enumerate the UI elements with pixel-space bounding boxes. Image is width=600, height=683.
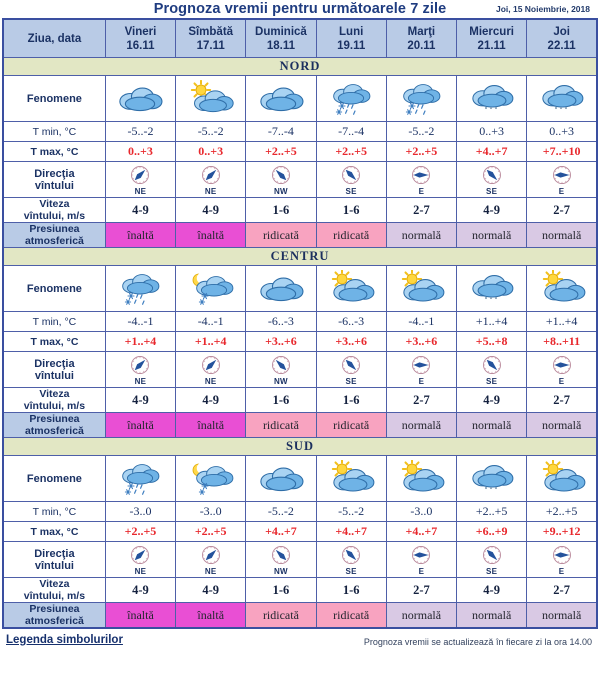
day-name: Miercuri bbox=[469, 25, 514, 38]
row-label-phenomena: Fenomene bbox=[3, 76, 105, 122]
pressure-value: normală bbox=[386, 603, 456, 629]
day-date: 22.11 bbox=[547, 39, 576, 52]
forecast-table-body bbox=[3, 19, 597, 628]
row-pressure-0 bbox=[3, 223, 597, 248]
pressure-value: ridicată bbox=[246, 413, 316, 438]
wind-direction-cell bbox=[316, 162, 386, 198]
row-label-tmax: T max, °C bbox=[3, 522, 105, 542]
region-name: NORD bbox=[3, 58, 597, 76]
snow-rain-cloud-icon bbox=[316, 76, 386, 122]
tmax-value: +4..+7 bbox=[246, 522, 316, 542]
wind-direction-cell bbox=[316, 542, 386, 578]
wind-direction-label: SE bbox=[485, 566, 498, 576]
wind-direction-label: NE bbox=[134, 376, 147, 386]
wind-speed-value: 1-6 bbox=[246, 388, 316, 413]
tmax-value: +5..+8 bbox=[457, 332, 527, 352]
wind-speed-value: 1-6 bbox=[316, 578, 386, 603]
wind-direction-label: E bbox=[418, 186, 425, 196]
wind-direction-cell bbox=[457, 542, 527, 578]
cloud-drizzle-icon bbox=[457, 266, 527, 312]
wind-direction-cell bbox=[246, 542, 316, 578]
wind-speed-value: 2-7 bbox=[386, 198, 456, 223]
tmin-value: -4..-1 bbox=[105, 312, 175, 332]
tmin-value: -7..-4 bbox=[246, 122, 316, 142]
wind-direction-cell bbox=[246, 162, 316, 198]
wind-direction-cell bbox=[527, 162, 597, 198]
header-day-0 bbox=[105, 19, 175, 58]
tmin-value: -4..-1 bbox=[386, 312, 456, 332]
wind-direction-cell bbox=[457, 352, 527, 388]
cloud-drizzle-icon bbox=[527, 76, 597, 122]
row-pressure-1 bbox=[3, 413, 597, 438]
compass-icon bbox=[270, 164, 292, 186]
tmax-value: +4..+7 bbox=[457, 142, 527, 162]
wind-direction-label: E bbox=[418, 376, 425, 386]
pressure-value: înaltă bbox=[105, 413, 175, 438]
compass-icon bbox=[551, 164, 573, 186]
wind-speed-value: 1-6 bbox=[246, 198, 316, 223]
row-tmin-0 bbox=[3, 122, 597, 142]
wind-direction-label: SE bbox=[345, 566, 357, 576]
snow-rain-cloud-icon bbox=[386, 76, 456, 122]
pressure-value: înaltă bbox=[176, 413, 246, 438]
pressure-value: normală bbox=[527, 413, 597, 438]
row-wind-direction-2 bbox=[3, 542, 597, 578]
page-title: Prognoza vremii pentru următoarele 7 zile bbox=[153, 1, 447, 17]
sun-cloud-icon bbox=[527, 266, 597, 312]
row-wind-direction-1 bbox=[3, 352, 597, 388]
wind-speed-value: 1-6 bbox=[246, 578, 316, 603]
forecast-table bbox=[2, 18, 598, 629]
row-label-wind-direction: Direcţia vîntului bbox=[3, 352, 105, 388]
header-day-3 bbox=[316, 19, 386, 58]
day-name: Duminică bbox=[255, 25, 307, 38]
row-label-tmax: T max, °C bbox=[3, 332, 105, 352]
wind-direction-label: NE bbox=[204, 186, 217, 196]
tmin-value: -5..-2 bbox=[386, 122, 456, 142]
row-phenomena-1 bbox=[3, 266, 597, 312]
wind-speed-value: 4-9 bbox=[105, 578, 175, 603]
compass-icon bbox=[551, 354, 573, 376]
snow-rain-cloud-icon bbox=[105, 456, 175, 502]
wind-direction-label: SE bbox=[485, 186, 498, 196]
row-tmax-2 bbox=[3, 522, 597, 542]
compass-icon bbox=[340, 544, 362, 566]
tmin-value: -5..-2 bbox=[176, 122, 246, 142]
pressure-value: ridicată bbox=[246, 603, 316, 629]
wind-speed-value: 4-9 bbox=[105, 198, 175, 223]
wind-direction-cell bbox=[457, 162, 527, 198]
compass-icon bbox=[410, 164, 432, 186]
tmin-value: +2..+5 bbox=[457, 502, 527, 522]
cloudy-icon bbox=[246, 456, 316, 502]
tmin-value: -6..-3 bbox=[246, 312, 316, 332]
row-pressure-2 bbox=[3, 603, 597, 629]
row-phenomena-0 bbox=[3, 76, 597, 122]
compass-icon bbox=[410, 354, 432, 376]
footer bbox=[0, 632, 600, 658]
pressure-value: ridicată bbox=[316, 413, 386, 438]
sun-cloud-icon bbox=[527, 456, 597, 502]
row-phenomena-2 bbox=[3, 456, 597, 502]
header-day-5 bbox=[457, 19, 527, 58]
tmin-value: -3..0 bbox=[105, 502, 175, 522]
wind-speed-value: 2-7 bbox=[386, 578, 456, 603]
tmin-value: -4..-1 bbox=[176, 312, 246, 332]
header-day-2 bbox=[246, 19, 316, 58]
wind-direction-cell bbox=[105, 352, 175, 388]
tmin-value: -3..0 bbox=[386, 502, 456, 522]
pressure-value: normală bbox=[386, 223, 456, 248]
row-wind-speed-0 bbox=[3, 198, 597, 223]
wind-direction-label: E bbox=[558, 376, 565, 386]
day-date: 16.11 bbox=[126, 39, 155, 52]
pressure-value: ridicată bbox=[316, 603, 386, 629]
row-label-tmin: T min, °C bbox=[3, 122, 105, 142]
day-name: Sîmbătă bbox=[188, 25, 234, 38]
cloudy-icon bbox=[246, 266, 316, 312]
wind-speed-value: 4-9 bbox=[105, 388, 175, 413]
update-note: Prognoza vremii se actualizează în fiecare zi la ora 14.00 bbox=[363, 637, 592, 647]
wind-direction-label: E bbox=[418, 566, 425, 576]
wind-speed-value: 4-9 bbox=[457, 578, 527, 603]
tmin-value: -5..-2 bbox=[316, 502, 386, 522]
wind-direction-label: NE bbox=[204, 376, 217, 386]
compass-icon bbox=[200, 164, 222, 186]
wind-direction-cell bbox=[386, 542, 456, 578]
wind-speed-value: 2-7 bbox=[527, 388, 597, 413]
row-tmin-2 bbox=[3, 502, 597, 522]
tmax-value: +1..+4 bbox=[105, 332, 175, 352]
wind-direction-cell bbox=[176, 352, 246, 388]
compass-icon bbox=[200, 354, 222, 376]
wind-direction-cell bbox=[527, 542, 597, 578]
tmin-value: -7..-4 bbox=[316, 122, 386, 142]
compass-icon bbox=[129, 164, 151, 186]
pressure-value: ridicată bbox=[246, 223, 316, 248]
day-date: 21.11 bbox=[477, 39, 506, 52]
tmax-value: +3..+6 bbox=[316, 332, 386, 352]
wind-direction-cell bbox=[176, 162, 246, 198]
row-wind-speed-1 bbox=[3, 388, 597, 413]
region-name: CENTRU bbox=[3, 248, 597, 266]
day-date: 18.11 bbox=[266, 39, 295, 52]
wind-speed-value: 2-7 bbox=[386, 388, 456, 413]
tmax-value: +4..+7 bbox=[386, 522, 456, 542]
sun-cloud-icon bbox=[386, 456, 456, 502]
wind-speed-value: 2-7 bbox=[527, 578, 597, 603]
wind-speed-value: 1-6 bbox=[316, 388, 386, 413]
compass-icon bbox=[481, 164, 503, 186]
wind-speed-value: 4-9 bbox=[176, 578, 246, 603]
wind-direction-label: NW bbox=[273, 376, 288, 386]
header-label-cell: Ziua, data bbox=[3, 19, 105, 58]
tmax-value: +8..+11 bbox=[527, 332, 597, 352]
wind-direction-label: NW bbox=[273, 566, 288, 576]
tmax-value: +2..+5 bbox=[176, 522, 246, 542]
current-date: Joi, 15 Noiembrie, 2018 bbox=[495, 4, 590, 14]
tmin-value: 0..+3 bbox=[457, 122, 527, 142]
tmin-value: -5..-2 bbox=[105, 122, 175, 142]
compass-icon bbox=[481, 354, 503, 376]
wind-speed-value: 4-9 bbox=[176, 388, 246, 413]
compass-icon bbox=[410, 544, 432, 566]
wind-direction-label: E bbox=[558, 566, 565, 576]
pressure-value: normală bbox=[527, 603, 597, 629]
tmax-value: +2..+5 bbox=[386, 142, 456, 162]
row-tmax-0 bbox=[3, 142, 597, 162]
pressure-value: normală bbox=[457, 223, 527, 248]
pressure-value: normală bbox=[457, 603, 527, 629]
compass-icon bbox=[340, 164, 362, 186]
header-day-6 bbox=[527, 19, 597, 58]
pressure-value: normală bbox=[386, 413, 456, 438]
row-label-pressure: Presiunea atmosferică bbox=[3, 413, 105, 438]
compass-icon bbox=[551, 544, 573, 566]
wind-direction-label: NE bbox=[204, 566, 217, 576]
tmin-value: -3..0 bbox=[176, 502, 246, 522]
row-tmin-1 bbox=[3, 312, 597, 332]
tmin-value: -6..-3 bbox=[316, 312, 386, 332]
row-label-phenomena: Fenomene bbox=[3, 456, 105, 502]
wind-direction-label: SE bbox=[485, 376, 498, 386]
row-label-wind-speed: Viteza vîntului, m/s bbox=[3, 578, 105, 603]
snow-rain-cloud-icon bbox=[105, 266, 175, 312]
tmin-value: +1..+4 bbox=[457, 312, 527, 332]
wind-speed-value: 1-6 bbox=[316, 198, 386, 223]
tmax-value: +4..+7 bbox=[316, 522, 386, 542]
tmax-value: +9..+12 bbox=[527, 522, 597, 542]
table-header-row bbox=[3, 19, 597, 58]
day-name: Luni bbox=[339, 25, 364, 38]
row-tmax-1 bbox=[3, 332, 597, 352]
tmax-value: +7..+10 bbox=[527, 142, 597, 162]
tmax-value: +2..+5 bbox=[246, 142, 316, 162]
row-label-wind-direction: Direcţia vîntului bbox=[3, 162, 105, 198]
tmax-value: +2..+5 bbox=[105, 522, 175, 542]
title-bar bbox=[0, 0, 600, 18]
row-label-phenomena: Fenomene bbox=[3, 266, 105, 312]
compass-icon bbox=[270, 544, 292, 566]
region-banner-sud bbox=[3, 438, 597, 456]
sun-cloud-icon bbox=[316, 266, 386, 312]
region-banner-nord bbox=[3, 58, 597, 76]
row-wind-direction-0 bbox=[3, 162, 597, 198]
compass-icon bbox=[200, 544, 222, 566]
cloud-drizzle-icon bbox=[457, 76, 527, 122]
cloudy-icon bbox=[246, 76, 316, 122]
wind-direction-label: E bbox=[558, 186, 565, 196]
tmax-value: +1..+4 bbox=[176, 332, 246, 352]
tmax-value: 0..+3 bbox=[105, 142, 175, 162]
wind-direction-label: SE bbox=[345, 376, 357, 386]
partly-cloudy-sun-icon bbox=[176, 76, 246, 122]
wind-speed-value: 2-7 bbox=[527, 198, 597, 223]
row-label-wind-direction: Direcţia vîntului bbox=[3, 542, 105, 578]
day-date: 19.11 bbox=[337, 39, 366, 52]
tmin-value: +2..+5 bbox=[527, 502, 597, 522]
tmin-value: -5..-2 bbox=[246, 502, 316, 522]
cloud-drizzle-icon bbox=[457, 456, 527, 502]
pressure-value: normală bbox=[527, 223, 597, 248]
region-banner-centru bbox=[3, 248, 597, 266]
tmax-value: +3..+6 bbox=[386, 332, 456, 352]
wind-direction-label: NE bbox=[134, 566, 147, 576]
wind-speed-value: 4-9 bbox=[457, 198, 527, 223]
row-label-tmax: T max, °C bbox=[3, 142, 105, 162]
moon-snow-cloud-icon bbox=[176, 266, 246, 312]
cloudy-icon bbox=[105, 76, 175, 122]
wind-direction-cell bbox=[527, 352, 597, 388]
row-label-wind-speed: Viteza vîntului, m/s bbox=[3, 198, 105, 223]
row-label-wind-speed: Viteza vîntului, m/s bbox=[3, 388, 105, 413]
tmin-value: +1..+4 bbox=[527, 312, 597, 332]
pressure-value: înaltă bbox=[176, 223, 246, 248]
compass-icon bbox=[129, 544, 151, 566]
tmax-value: +3..+6 bbox=[246, 332, 316, 352]
wind-direction-cell bbox=[176, 542, 246, 578]
legend-link[interactable]: Legenda simbolurilor bbox=[6, 634, 123, 646]
wind-speed-value: 4-9 bbox=[176, 198, 246, 223]
wind-direction-cell bbox=[386, 352, 456, 388]
pressure-value: înaltă bbox=[105, 603, 175, 629]
row-label-tmin: T min, °C bbox=[3, 312, 105, 332]
day-name: Joi bbox=[553, 25, 570, 38]
pressure-value: normală bbox=[457, 413, 527, 438]
region-name: SUD bbox=[3, 438, 597, 456]
day-name: Vineri bbox=[124, 25, 157, 38]
wind-direction-label: NE bbox=[134, 186, 147, 196]
row-wind-speed-2 bbox=[3, 578, 597, 603]
tmin-value: 0..+3 bbox=[527, 122, 597, 142]
pressure-value: înaltă bbox=[105, 223, 175, 248]
wind-direction-label: SE bbox=[345, 186, 357, 196]
header-day-1 bbox=[176, 19, 246, 58]
wind-speed-value: 4-9 bbox=[457, 388, 527, 413]
row-label-pressure: Presiunea atmosferică bbox=[3, 603, 105, 629]
pressure-value: înaltă bbox=[176, 603, 246, 629]
row-label-pressure: Presiunea atmosferică bbox=[3, 223, 105, 248]
compass-icon bbox=[129, 354, 151, 376]
wind-direction-label: NW bbox=[273, 186, 288, 196]
moon-snow-cloud-icon bbox=[176, 456, 246, 502]
day-date: 20.11 bbox=[407, 39, 436, 52]
compass-icon bbox=[270, 354, 292, 376]
header-day-4 bbox=[386, 19, 456, 58]
day-name: Marţi bbox=[407, 25, 436, 38]
wind-direction-cell bbox=[105, 542, 175, 578]
row-label-tmin: T min, °C bbox=[3, 502, 105, 522]
day-date: 17.11 bbox=[196, 39, 225, 52]
wind-direction-cell bbox=[246, 352, 316, 388]
wind-direction-cell bbox=[316, 352, 386, 388]
tmax-value: +6..+9 bbox=[457, 522, 527, 542]
sun-cloud-icon bbox=[316, 456, 386, 502]
tmax-value: 0..+3 bbox=[176, 142, 246, 162]
wind-direction-cell bbox=[386, 162, 456, 198]
compass-icon bbox=[340, 354, 362, 376]
pressure-value: ridicată bbox=[316, 223, 386, 248]
wind-direction-cell bbox=[105, 162, 175, 198]
sun-cloud-icon bbox=[386, 266, 456, 312]
compass-icon bbox=[481, 544, 503, 566]
tmax-value: +2..+5 bbox=[316, 142, 386, 162]
